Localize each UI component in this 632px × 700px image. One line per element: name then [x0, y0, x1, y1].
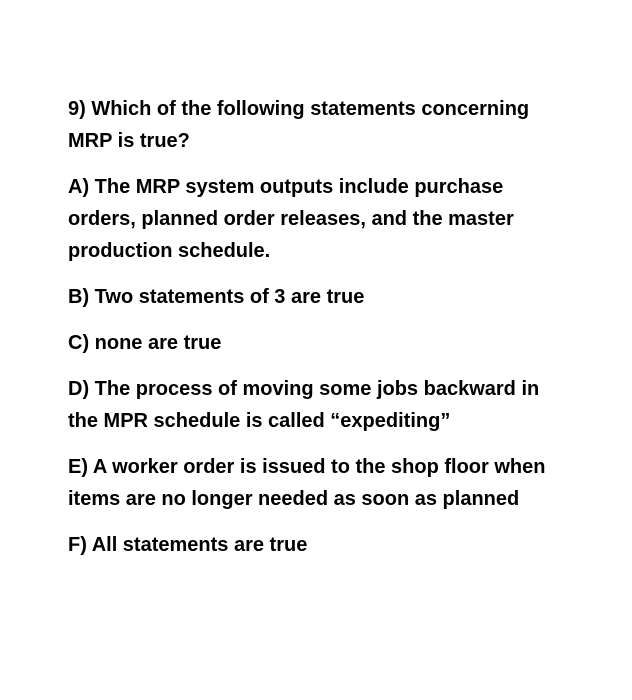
option-c: C) none are true	[68, 332, 222, 354]
option-b: B) Two statements of 3 are true	[68, 286, 365, 308]
option-d: D) The process of moving some jobs backward in the MPR schedule is called “expediting”	[68, 378, 540, 432]
answer-options-list	[68, 171, 568, 561]
option-a: A) The MRP system outputs include purchase orders, planned order releases, and the master production schedule.	[68, 176, 514, 262]
question-text: 9) Which of the following statements concerning MRP is true?	[68, 98, 530, 152]
option-f: F) All statements are true	[68, 534, 308, 556]
option-e: E) A worker order is issued to the shop floor when items are no longer needed as soon as planned	[68, 456, 546, 510]
document-page	[68, 93, 568, 575]
